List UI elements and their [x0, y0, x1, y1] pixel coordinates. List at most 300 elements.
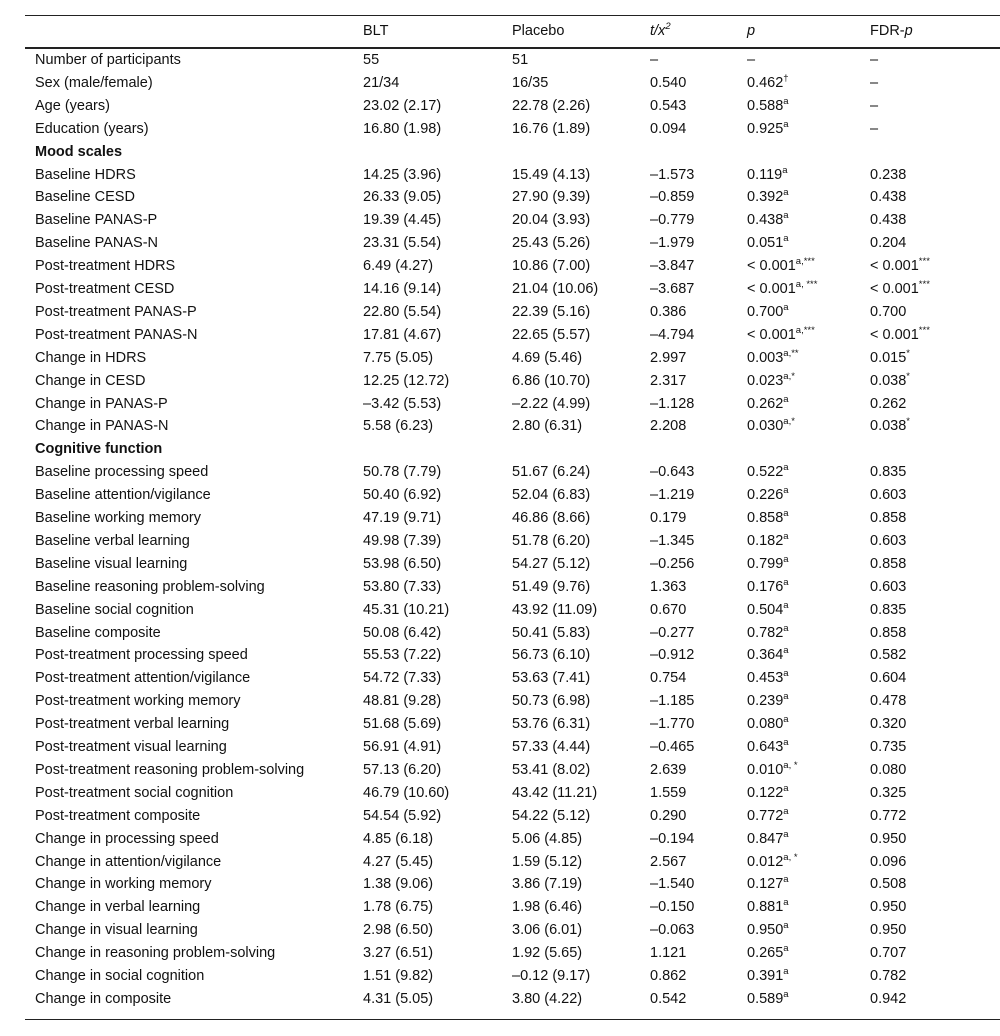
p-note: a — [783, 988, 789, 1000]
placebo-value: 16.76 (1.89) — [512, 120, 591, 137]
table-row — [0, 209, 1000, 232]
placebo-value: 43.92 (11.09) — [512, 601, 598, 618]
p-cell — [747, 965, 789, 988]
p-value: 0.226 — [747, 487, 784, 504]
t-value: 0.670 — [650, 601, 687, 618]
fdr-cell — [870, 301, 906, 324]
p-cell — [747, 118, 789, 141]
placebo-value: 53.76 (6.31) — [512, 716, 591, 733]
table-row — [0, 759, 1000, 782]
fdr-cell — [870, 72, 878, 95]
row-label: Baseline visual learning — [35, 555, 188, 572]
p-note: a — [783, 737, 789, 748]
blt-value: 45.31 (10.21) — [363, 601, 450, 618]
p-cell — [747, 896, 789, 919]
fdr-value: 0.782 — [870, 968, 907, 984]
placebo-value: 57.33 (4.44) — [512, 739, 591, 755]
fdr-cell — [870, 851, 906, 874]
t-value: –0.063 — [650, 922, 695, 939]
blt-value: 50.78 (7.79) — [363, 464, 442, 481]
blt-value: 55.53 (7.22) — [363, 647, 442, 664]
fdr-value: 0.858 — [870, 510, 907, 526]
section-heading: Cognitive function — [35, 441, 163, 458]
t-value: 2.567 — [650, 853, 687, 870]
p-note: a — [783, 943, 789, 955]
table-row — [0, 278, 1000, 301]
row-label: Change in HDRS — [35, 349, 147, 366]
blt-value: 50.08 (6.42) — [363, 624, 442, 641]
table-row — [0, 186, 1000, 209]
row-label: Sex (male/female) — [35, 74, 153, 91]
p-note: a — [783, 393, 789, 405]
blt-value: 53.98 (6.50) — [363, 555, 442, 572]
fdr-cell — [870, 415, 910, 438]
p-note: a — [783, 691, 789, 703]
p-cell — [747, 576, 789, 599]
top-rule — [25, 15, 1000, 16]
placebo-value: –0.12 (9.17) — [512, 968, 591, 984]
fdr-value: 0.038 — [870, 418, 907, 435]
p-value: 0.772 — [747, 807, 784, 824]
p-value: 0.504 — [747, 601, 784, 618]
table-row — [0, 690, 1000, 713]
fdr-value: – — [870, 52, 879, 68]
blt-value: 55 — [363, 52, 380, 68]
p-value: 0.080 — [747, 716, 784, 733]
blt-value: 46.79 (10.60) — [363, 784, 450, 801]
p-note: a — [783, 645, 789, 657]
p-value: 0.462 — [747, 74, 784, 91]
row-label: Baseline working memory — [35, 510, 202, 526]
p-value: 0.127 — [747, 876, 784, 893]
p-cell — [747, 759, 798, 782]
blt-value: 17.81 (4.67) — [363, 326, 442, 343]
fdr-note: * — [906, 416, 910, 428]
blt-value: –3.42 (5.53) — [363, 395, 442, 412]
p-value: – — [747, 52, 756, 68]
row-label: Change in visual learning — [35, 922, 198, 939]
placebo-value: 27.90 (9.39) — [512, 189, 591, 206]
fdr-note: *** — [918, 324, 930, 336]
p-note: a — [783, 508, 789, 519]
t-value: 0.290 — [650, 807, 687, 824]
fdr-cell — [870, 118, 878, 141]
fdr-value: 0.735 — [870, 739, 907, 755]
p-value: 0.119 — [747, 166, 783, 183]
p-cell — [747, 690, 789, 713]
fdr-value: 0.508 — [870, 876, 907, 893]
p-note: a — [783, 920, 789, 932]
fdr-cell — [870, 576, 906, 599]
fdr-cell — [870, 873, 906, 896]
row-label: Change in processing speed — [35, 830, 219, 847]
p-note: a — [783, 462, 789, 474]
placebo-value: 51.78 (6.20) — [512, 532, 591, 549]
t-value: 0.386 — [650, 303, 687, 320]
fdr-value: 0.603 — [870, 487, 907, 504]
row-label: Change in attention/vigilance — [35, 853, 222, 870]
p-value: 0.925 — [747, 120, 784, 137]
fdr-cell — [870, 667, 906, 690]
p-value: 0.122 — [747, 784, 784, 801]
table-row — [0, 95, 1000, 118]
blt-value: 2.98 (6.50) — [363, 922, 434, 939]
t-value: 0.094 — [650, 120, 687, 137]
p-value: 0.589 — [747, 990, 784, 1007]
p-cell — [747, 415, 795, 438]
p-cell — [747, 209, 789, 232]
blt-value: 23.31 (5.54) — [363, 235, 442, 252]
table-row — [0, 805, 1000, 828]
t-value: –1.979 — [650, 235, 695, 252]
row-label: Baseline verbal learning — [35, 532, 190, 549]
row-label: Post-treatment social cognition — [35, 784, 234, 801]
fdr-value: 0.238 — [870, 166, 907, 183]
table-row — [0, 301, 1000, 324]
t-value: 2.208 — [650, 418, 687, 435]
fdr-value: 0.096 — [870, 853, 907, 870]
placebo-value: 6.86 (10.70) — [512, 372, 591, 389]
fdr-note: *** — [918, 256, 930, 268]
blt-value: 22.80 (5.54) — [363, 303, 442, 320]
table-row — [0, 461, 1000, 484]
p-value: 0.799 — [747, 555, 784, 572]
placebo-value: 16/35 — [512, 74, 549, 91]
fdr-cell — [870, 919, 906, 942]
p-cell — [747, 324, 815, 347]
p-note: a — [783, 714, 789, 726]
fdr-value: 0.478 — [870, 693, 907, 710]
p-cell — [747, 988, 789, 1011]
table-row — [0, 507, 1000, 530]
p-note: a, *** — [795, 279, 818, 290]
t-value: 0.754 — [650, 670, 687, 687]
fdr-value: 0.700 — [870, 303, 907, 320]
blt-value: 1.78 (6.75) — [363, 899, 434, 916]
placebo-value: 43.42 (11.21) — [512, 784, 598, 801]
t-value: 0.862 — [650, 968, 687, 984]
table-row — [0, 782, 1000, 805]
row-label: Baseline attention/vigilance — [35, 487, 211, 504]
table-row — [0, 828, 1000, 851]
fdr-value: 0.262 — [870, 395, 907, 412]
blt-value: 48.81 (9.28) — [363, 693, 442, 710]
row-label: Post-treatment PANAS-N — [35, 326, 198, 343]
table-row — [0, 667, 1000, 690]
blt-value: 26.33 (9.05) — [363, 189, 442, 206]
blt-value: 4.85 (6.18) — [363, 830, 434, 847]
p-note: a — [783, 187, 789, 199]
blt-value: 49.98 (7.39) — [363, 532, 442, 549]
table-row — [0, 393, 1000, 416]
p-value: 0.392 — [747, 189, 784, 206]
table-row — [0, 118, 1000, 141]
blt-value: 1.51 (9.82) — [363, 968, 434, 984]
table-row — [0, 164, 1000, 187]
header-fdr-main: FDR- — [870, 23, 905, 39]
placebo-value: 50.73 (6.98) — [512, 693, 591, 710]
t-value: –1.185 — [650, 693, 695, 710]
placebo-value: 51.67 (6.24) — [512, 464, 591, 481]
t-value: –0.150 — [650, 899, 695, 916]
p-cell — [747, 255, 815, 278]
row-label: Post-treatment visual learning — [35, 739, 227, 755]
placebo-value: 21.04 (10.06) — [512, 281, 599, 297]
fdr-value: 0.707 — [870, 945, 907, 962]
header-t — [650, 20, 671, 43]
p-cell — [747, 553, 789, 576]
header-blt: BLT — [363, 23, 389, 39]
fdr-value: 0.204 — [870, 235, 907, 252]
fdr-value: 0.950 — [870, 899, 907, 916]
p-cell — [747, 828, 789, 851]
placebo-value: 54.22 (5.12) — [512, 807, 591, 824]
table-row — [0, 530, 1000, 553]
header-fdr — [870, 20, 913, 43]
fdr-cell — [870, 782, 906, 805]
row-label: Post-treatment reasoning problem-solving — [35, 761, 305, 778]
fdr-value: < 0.001 — [870, 326, 919, 343]
p-value: 0.643 — [747, 739, 784, 755]
p-note: a — [783, 210, 789, 222]
row-label: Age (years) — [35, 97, 110, 114]
p-cell — [747, 942, 789, 965]
p-note: † — [783, 72, 789, 84]
fdr-cell — [870, 49, 878, 72]
p-note: a,*** — [795, 324, 815, 336]
placebo-value: 15.49 (4.13) — [512, 166, 591, 183]
table-row — [0, 988, 1000, 1011]
row-label: Baseline processing speed — [35, 464, 209, 481]
fdr-note: * — [906, 347, 910, 359]
row-label: Change in reasoning problem-solving — [35, 945, 276, 962]
fdr-cell — [870, 896, 906, 919]
row-label: Change in PANAS-P — [35, 395, 168, 412]
placebo-value: 3.06 (6.01) — [512, 922, 583, 939]
t-value: –3.847 — [650, 258, 695, 275]
p-cell — [747, 713, 789, 736]
row-label: Post-treatment CESD — [35, 281, 175, 297]
table-row — [0, 415, 1000, 438]
fdr-value: 0.582 — [870, 647, 907, 664]
p-note: a — [783, 95, 789, 107]
table-row — [0, 644, 1000, 667]
t-value: –0.277 — [650, 624, 695, 641]
t-value: 0.543 — [650, 97, 687, 114]
fdr-cell — [870, 255, 930, 278]
placebo-value: 53.41 (8.02) — [512, 761, 591, 778]
fdr-value: – — [870, 120, 879, 137]
placebo-value: 3.86 (7.19) — [512, 876, 583, 893]
blt-value: 54.72 (7.33) — [363, 670, 442, 687]
row-label: Post-treatment verbal learning — [35, 716, 230, 733]
p-note: a — [783, 828, 789, 840]
header-p: p — [747, 23, 756, 39]
blt-value: 51.68 (5.69) — [363, 716, 442, 733]
fdr-value: 0.038 — [870, 372, 907, 389]
t-value: –3.687 — [650, 281, 695, 297]
placebo-value: 1.59 (5.12) — [512, 853, 583, 870]
t-value: 2.639 — [650, 761, 687, 778]
p-note: a — [783, 233, 789, 245]
fdr-note: *** — [918, 279, 930, 290]
placebo-value: 3.80 (4.22) — [512, 990, 583, 1007]
placebo-value: 53.63 (7.41) — [512, 670, 591, 687]
row-label: Baseline social cognition — [35, 601, 194, 618]
p-value: < 0.001 — [747, 281, 796, 297]
t-value: 1.121 — [650, 945, 687, 962]
fdr-cell — [870, 805, 906, 828]
t-value: 1.559 — [650, 784, 687, 801]
p-note: a, * — [783, 851, 798, 863]
fdr-cell — [870, 965, 906, 988]
section-row — [0, 141, 1000, 164]
bottom-rule — [25, 1019, 1000, 1020]
header-t-main: t/x — [650, 23, 666, 39]
t-value: –0.194 — [650, 830, 695, 847]
fdr-value: 0.603 — [870, 578, 907, 595]
p-cell — [747, 507, 789, 530]
p-note: a,* — [783, 416, 795, 428]
row-label: Post-treatment composite — [35, 807, 201, 824]
p-value: 0.782 — [747, 624, 784, 641]
fdr-value: 0.950 — [870, 922, 907, 939]
p-value: < 0.001 — [747, 258, 796, 275]
blt-value: 16.80 (1.98) — [363, 120, 442, 137]
fdr-cell — [870, 484, 906, 507]
row-label: Change in CESD — [35, 372, 146, 389]
t-value: 2.997 — [650, 349, 687, 366]
t-value: –0.256 — [650, 555, 695, 572]
blt-value: 3.27 (6.51) — [363, 945, 434, 962]
blt-value: 21/34 — [363, 74, 400, 91]
p-cell — [747, 599, 789, 622]
fdr-value: 0.772 — [870, 807, 907, 824]
blt-value: 53.80 (7.33) — [363, 578, 442, 595]
p-value: 0.453 — [747, 670, 784, 687]
row-label: Change in working memory — [35, 876, 212, 893]
fdr-cell — [870, 186, 906, 209]
blt-value: 12.25 (12.72) — [363, 372, 450, 389]
table-row — [0, 896, 1000, 919]
fdr-cell — [870, 347, 910, 370]
section-row — [0, 438, 1000, 461]
blt-value: 14.16 (9.14) — [363, 281, 442, 297]
fdr-cell — [870, 507, 906, 530]
t-value: –1.770 — [650, 716, 695, 733]
table-row — [0, 965, 1000, 988]
table-row — [0, 599, 1000, 622]
placebo-value: 2.80 (6.31) — [512, 418, 583, 435]
blt-value: 56.91 (4.91) — [363, 739, 442, 755]
fdr-cell — [870, 530, 906, 553]
fdr-value: 0.015 — [870, 349, 907, 366]
fdr-value: 0.835 — [870, 464, 907, 481]
p-value: 0.176 — [747, 578, 784, 595]
placebo-value: 52.04 (6.83) — [512, 487, 591, 504]
row-label: Baseline composite — [35, 624, 161, 641]
table-row — [0, 576, 1000, 599]
placebo-value: 22.65 (5.57) — [512, 326, 591, 343]
p-cell — [747, 644, 789, 667]
p-cell — [747, 232, 789, 255]
fdr-value: 0.835 — [870, 601, 907, 618]
row-label: Baseline PANAS-P — [35, 212, 158, 229]
placebo-value: –2.22 (4.99) — [512, 395, 591, 412]
fdr-cell — [870, 95, 878, 118]
fdr-cell — [870, 278, 930, 301]
fdr-value: < 0.001 — [870, 281, 919, 297]
fdr-cell — [870, 713, 906, 736]
placebo-value: 1.98 (6.46) — [512, 899, 583, 916]
p-value: 0.262 — [747, 395, 784, 412]
header-placebo: Placebo — [512, 23, 565, 39]
blt-value: 47.19 (9.71) — [363, 510, 442, 526]
t-value: 0.542 — [650, 990, 687, 1007]
placebo-value: 22.78 (2.26) — [512, 97, 591, 114]
p-value: 0.858 — [747, 510, 784, 526]
p-value: 0.051 — [747, 235, 784, 252]
p-value: 0.588 — [747, 97, 784, 114]
p-value: 0.003 — [747, 349, 784, 366]
table-row — [0, 873, 1000, 896]
p-note: a,** — [783, 347, 799, 359]
fdr-value: < 0.001 — [870, 258, 919, 275]
fdr-cell — [870, 324, 930, 347]
p-note: a — [783, 966, 789, 977]
p-cell — [747, 782, 789, 805]
row-label: Change in verbal learning — [35, 899, 201, 916]
fdr-cell — [870, 461, 906, 484]
p-value: 0.438 — [747, 212, 784, 229]
p-note: a,*** — [795, 256, 815, 268]
p-note: a — [783, 874, 789, 886]
table-row — [0, 553, 1000, 576]
header-row — [0, 20, 1000, 43]
placebo-value: 10.86 (7.00) — [512, 258, 591, 275]
t-value: –4.794 — [650, 326, 695, 343]
t-value: –0.779 — [650, 212, 695, 229]
p-cell — [747, 530, 789, 553]
placebo-value: 1.92 (5.65) — [512, 945, 583, 962]
fdr-cell — [870, 690, 906, 713]
t-value: – — [650, 52, 659, 68]
p-cell — [747, 461, 789, 484]
p-cell — [747, 72, 789, 95]
row-label: Post-treatment PANAS-P — [35, 303, 197, 320]
blt-value: 54.54 (5.92) — [363, 807, 442, 824]
fdr-value: 0.438 — [870, 189, 907, 206]
fdr-cell — [870, 393, 906, 416]
row-label: Baseline PANAS-N — [35, 235, 159, 252]
blt-value: 19.39 (4.45) — [363, 212, 442, 229]
t-value: –0.859 — [650, 189, 695, 206]
p-note: a, * — [783, 759, 798, 771]
table-row — [0, 942, 1000, 965]
fdr-cell — [870, 759, 906, 782]
p-note: a,* — [783, 370, 795, 382]
p-note: a — [783, 530, 789, 542]
row-label: Number of participants — [35, 52, 181, 68]
p-value: 0.239 — [747, 693, 784, 710]
t-value: –1.573 — [650, 166, 695, 183]
blt-value: 23.02 (2.17) — [363, 97, 442, 114]
blt-value: 57.13 (6.20) — [363, 761, 442, 778]
fdr-cell — [870, 553, 906, 576]
row-label: Change in PANAS-N — [35, 418, 169, 435]
fdr-cell — [870, 622, 906, 645]
fdr-cell — [870, 232, 906, 255]
